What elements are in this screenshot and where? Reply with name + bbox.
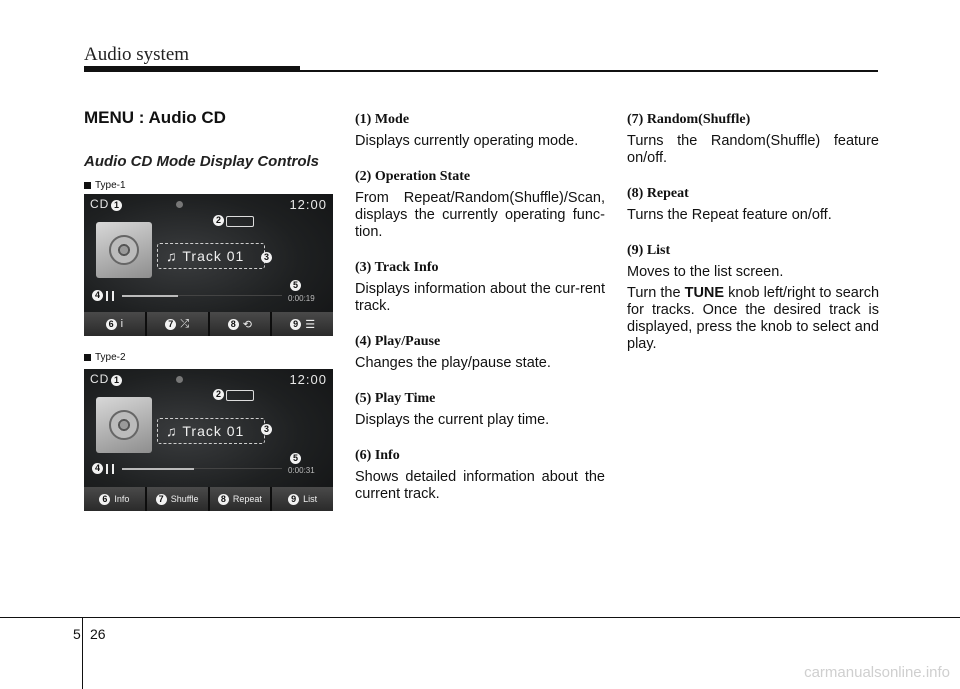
cd-disc-icon	[96, 222, 152, 278]
mode-text: CD	[90, 197, 110, 211]
item-text: Turns the Repeat feature on/off.	[627, 207, 832, 223]
footer-rule	[0, 617, 960, 618]
music-note-icon: ♫	[166, 423, 183, 439]
track-title: Track 01	[182, 248, 245, 264]
marker-2: 2	[213, 389, 224, 400]
repeat-indicator-icon	[226, 390, 254, 401]
type1-button-row	[84, 312, 333, 336]
item-heading: (4) Play/Pause	[355, 334, 441, 349]
footer-divider	[82, 618, 83, 689]
status-dot-icon	[176, 201, 183, 208]
marker-3: 3	[261, 252, 272, 263]
marker-1: 1	[111, 200, 122, 211]
header-rule-thin	[84, 70, 878, 72]
item-text: From Repeat/Random(Shuffle)/Scan, displays the currently operating func-tion.	[355, 190, 605, 240]
item-info	[355, 448, 605, 503]
tune-keyword: TUNE	[684, 285, 725, 301]
item-text: Changes the play/pause state.	[355, 355, 551, 371]
type2-screen	[84, 369, 333, 511]
mode-text: CD	[90, 372, 110, 386]
music-note-icon: ♫	[166, 248, 183, 264]
watermark: carmanualsonline.info	[804, 664, 950, 681]
cd-disc-icon	[96, 397, 152, 453]
section-title: MENU : Audio CD	[84, 108, 226, 127]
info-button[interactable]	[84, 312, 145, 336]
item-text: Shows detailed information about the current track.	[355, 469, 605, 502]
marker-9: 9	[288, 494, 299, 505]
item-text: Displays information about the cur-rent track.	[355, 281, 605, 314]
marker-6: 6	[99, 494, 110, 505]
marker-4: 4	[92, 290, 103, 301]
section-subtitle: Audio CD Mode Display Controls	[84, 153, 320, 170]
list-icon: ☰	[305, 318, 316, 331]
repeat-button[interactable]	[210, 312, 271, 336]
chapter-number: 5	[73, 626, 81, 642]
item-text-tune	[627, 285, 879, 353]
progress-bar[interactable]	[122, 468, 194, 470]
type1-label-text: Type-1	[95, 180, 126, 191]
item-heading: (8) Repeat	[627, 186, 689, 201]
item-heading: (6) Info	[355, 448, 400, 463]
repeat-button[interactable]	[210, 487, 271, 511]
status-dot-icon	[176, 376, 183, 383]
item-heading: (5) Play Time	[355, 391, 436, 406]
marker-1: 1	[111, 375, 122, 386]
item-text: Displays currently operating mode.	[355, 133, 579, 149]
list-button[interactable]	[272, 487, 333, 511]
item-play-pause	[355, 334, 605, 372]
item-operation-state	[355, 169, 605, 241]
shuffle-button[interactable]	[147, 312, 208, 336]
marker-6: 6	[106, 319, 117, 330]
item-random-shuffle	[627, 112, 879, 167]
item-heading: (3) Track Info	[355, 260, 439, 275]
shuffle-button[interactable]	[147, 487, 208, 511]
marker-7: 7	[156, 494, 167, 505]
marker-2: 2	[213, 215, 224, 226]
item-track-info	[355, 260, 605, 315]
item-heading: (2) Operation State	[355, 169, 471, 184]
type2-label-text: Type-2	[95, 352, 126, 363]
progress-bar[interactable]	[122, 295, 178, 297]
type2-label	[84, 352, 126, 363]
middle-column	[355, 112, 605, 522]
repeat-label: Repeat	[232, 494, 262, 504]
header-title: Audio system	[84, 44, 190, 65]
page-number: 26	[90, 626, 106, 642]
item-heading: (1) Mode	[355, 112, 410, 127]
right-column	[627, 112, 879, 372]
repeat-icon: ⟲	[242, 318, 252, 331]
shuffle-icon: ⤮	[180, 317, 190, 330]
item-text: Displays the current play time.	[355, 412, 550, 428]
item-repeat	[627, 186, 879, 224]
list-label: List	[303, 494, 318, 504]
type1-label	[84, 180, 126, 191]
marker-9: 9	[290, 319, 301, 330]
left-column	[84, 108, 334, 170]
item-mode	[355, 112, 605, 150]
track-info-box	[157, 243, 265, 269]
repeat-indicator-icon	[226, 216, 254, 227]
bullet-square-icon	[84, 354, 91, 361]
item-heading: (7) Random(Shuffle)	[627, 112, 751, 127]
marker-8: 8	[218, 494, 229, 505]
bullet-square-icon	[84, 182, 91, 189]
text-run: Turn the	[627, 285, 685, 301]
info-button[interactable]	[84, 487, 145, 511]
track-title: Track 01	[182, 423, 245, 439]
item-heading: (9) List	[627, 243, 671, 258]
marker-3: 3	[261, 424, 272, 435]
type2-button-row	[84, 487, 333, 511]
text-run: knob left/right to search for tracks. Once the desired track is displayed, press the knob to select and play.	[627, 285, 880, 352]
list-button[interactable]	[272, 312, 333, 336]
play-time: 0:00:31	[288, 466, 315, 475]
item-list	[627, 243, 879, 353]
info-label: Info	[114, 494, 130, 504]
info-icon: i	[120, 318, 124, 330]
marker-4: 4	[92, 463, 103, 474]
shuffle-label: Shuffle	[170, 494, 199, 504]
item-text: Moves to the list screen.	[627, 264, 784, 280]
marker-7: 7	[165, 319, 176, 330]
marker-5: 5	[290, 280, 301, 291]
pause-icon[interactable]	[106, 464, 114, 474]
marker-5: 5	[290, 453, 301, 464]
clock-text: 12:00	[289, 372, 327, 387]
item-play-time	[355, 391, 605, 429]
marker-8: 8	[228, 319, 239, 330]
type1-screen	[84, 194, 333, 336]
item-text: Turns the Random(Shuffle) feature on/off.	[627, 133, 879, 166]
play-time: 0:00:19	[288, 294, 315, 303]
clock-text: 12:00	[289, 197, 327, 212]
track-info-box	[157, 418, 265, 444]
pause-icon[interactable]	[106, 291, 114, 301]
